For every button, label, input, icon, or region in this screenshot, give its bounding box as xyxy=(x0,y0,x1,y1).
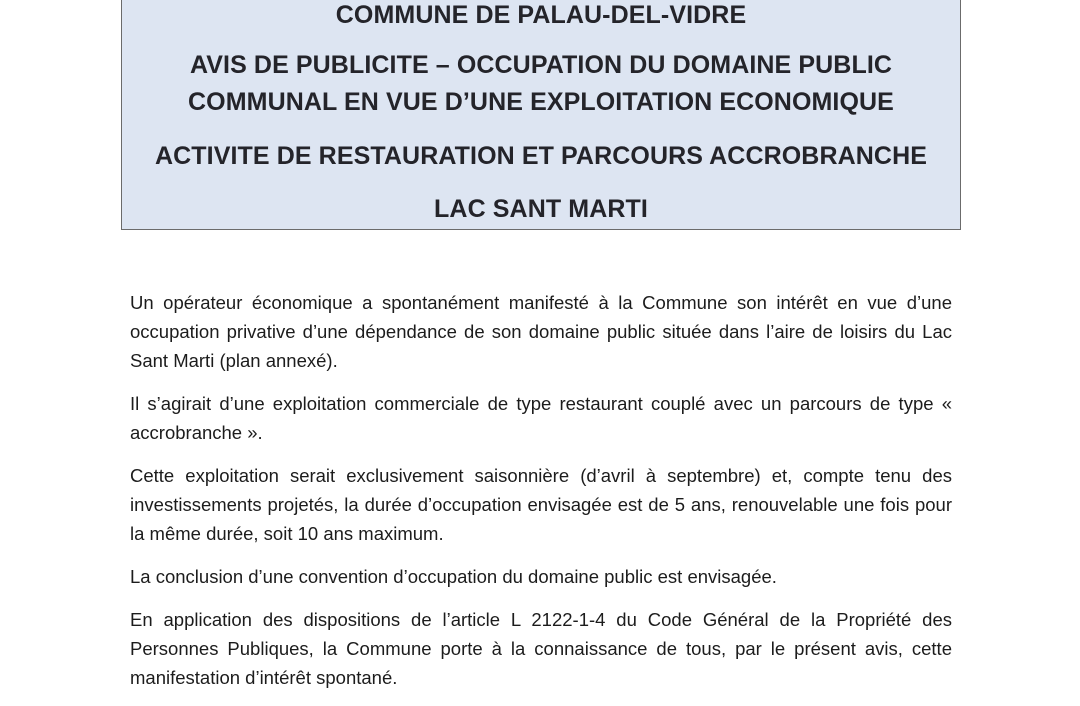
commune-title: COMMUNE DE PALAU-DEL-VIDRE xyxy=(335,1,747,29)
paragraph: Un opérateur économique a spontanément manifesté à la Commune son intérêt en vue d’une occupation privative d’une dépendance de son domaine public située dans l’aire de loisirs du Lac Sant Marti (plan annexé). xyxy=(130,292,952,371)
paragraph: Il s’agirait d’une exploitation commerciale de type restaurant couplé avec un parcours de type « accrobranche ». xyxy=(130,393,952,443)
lieu-title: LAC SANT MARTI xyxy=(434,195,648,223)
paragraph: Cette exploitation serait exclusivement saisonnière (d’avril à septembre) et, compte tenu des investissements projetés, la durée d’occupation envisagée est de 5 ans, renouvelable une fois pour la même durée, soit 10 ans maximum. xyxy=(130,465,952,544)
avis-title-line-2: COMMUNAL EN VUE D’UNE EXPLOITATION ECONOMIQUE xyxy=(188,88,894,116)
notice-body xyxy=(130,288,952,706)
activite-title: ACTIVITE DE RESTAURATION ET PARCOURS ACCROBRANCHE xyxy=(154,142,928,170)
avis-title-line-1: AVIS DE PUBLICITE – OCCUPATION DU DOMAINE PUBLIC xyxy=(189,51,893,79)
notice-header-box xyxy=(121,0,961,230)
paragraph: En application des dispositions de l’article L 2122-1-4 du Code Général de la Propriété des Personnes Publiques, la Commune porte à la connaissance de tous, par le présent avis, cette manifestation d’intérêt spontané. xyxy=(130,609,952,688)
paragraph: La conclusion d’une convention d’occupation du domaine public est envisagée. xyxy=(130,566,777,587)
